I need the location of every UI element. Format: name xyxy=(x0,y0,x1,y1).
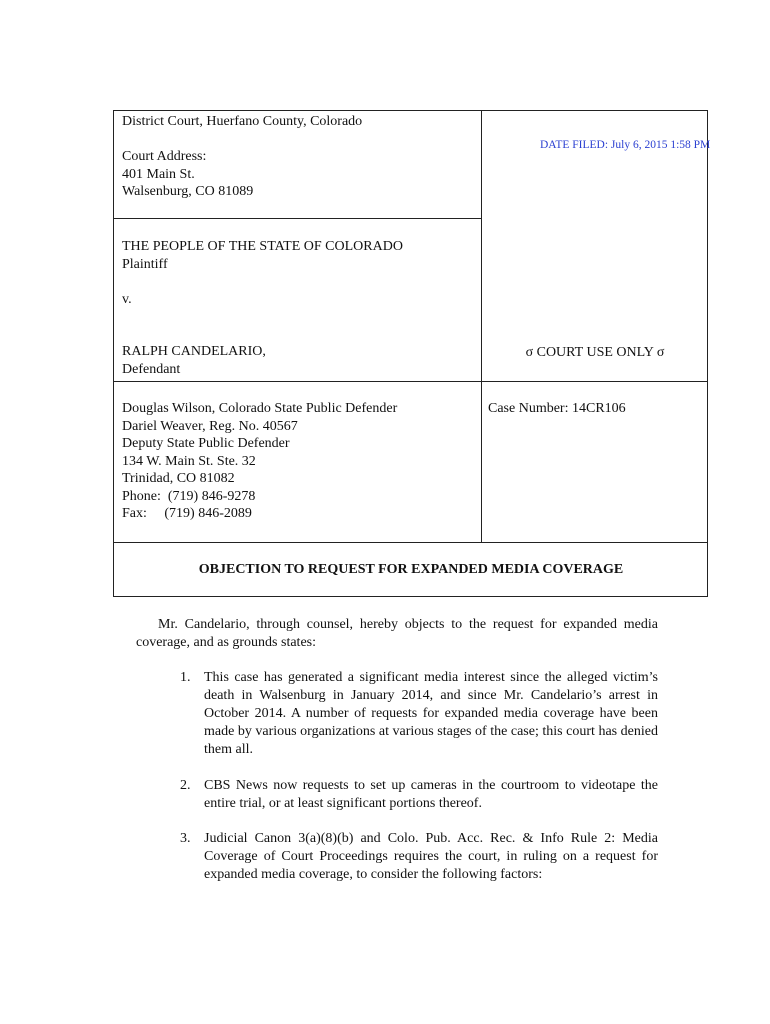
plaintiff-role: Plaintiff xyxy=(122,256,168,272)
case-caption-table xyxy=(113,110,711,597)
court-info xyxy=(122,113,477,201)
list-item-number: 2. xyxy=(180,778,191,793)
caption-divider-1 xyxy=(114,218,481,219)
counsel-line: Dariel Weaver, Reg. No. 40567 xyxy=(122,418,298,434)
court-address-label: Court Address: xyxy=(122,149,207,164)
list-item-text: Judicial Canon 3(a)(8)(b) and Colo. Pub. Acc. Rec. & Info Rule 2: Media Coverage of Court Proceedings requires the court, in ruling on a request for expanded media coverage, to consider the following factors: xyxy=(204,831,658,882)
versus: v. xyxy=(122,291,132,307)
court-name: District Court, Huerfano County, Colorado xyxy=(122,114,363,129)
list-item xyxy=(180,669,658,759)
court-address-city: Walsenburg, CO 81089 xyxy=(122,184,254,199)
list-item-number: 3. xyxy=(180,831,191,846)
counsel-line: Douglas Wilson, Colorado State Public Defender xyxy=(122,401,398,416)
list-item xyxy=(180,777,658,813)
date-filed-stamp: DATE FILED: July 6, 2015 1:58 PM xyxy=(540,139,711,151)
court-address-street: 401 Main St. xyxy=(122,166,195,182)
case-number: Case Number: 14CR106 xyxy=(488,401,626,416)
defendant-role: Defendant xyxy=(122,361,181,377)
counsel-line: 134 W. Main St. Ste. 32 xyxy=(122,453,256,469)
counsel-fax: Fax: (719) 846-2089 xyxy=(122,506,252,521)
caption-divider-2 xyxy=(114,381,708,382)
counsel-info xyxy=(122,400,477,523)
court-use-only: σ COURT USE ONLY σ xyxy=(525,345,665,360)
counsel-line: Deputy State Public Defender xyxy=(122,436,290,451)
list-item xyxy=(180,830,658,884)
caption-divider-vertical xyxy=(481,111,482,542)
list-item-number: 1. xyxy=(180,670,191,685)
plaintiff-name: THE PEOPLE OF THE STATE OF COLORADO xyxy=(122,239,403,254)
counsel-line: Trinidad, CO 81082 xyxy=(122,471,235,486)
parties xyxy=(122,238,477,378)
list-item-text: This case has generated a significant media interest since the alleged victim’s death in Walsenburg in January 2014, and since Mr. Candelario’s arrest in October 2014. A number of requests for expanded media coverage have been made by various organizations at various stages of the case; this court has denied them all. xyxy=(204,670,658,757)
list-item-text: CBS News now requests to set up cameras in the courtroom to videotape the entire trial, or at least significant portions thereof. xyxy=(204,778,658,811)
defendant-name: RALPH CANDELARIO, xyxy=(122,344,266,359)
document-title: OBJECTION TO REQUEST FOR EXPANDED MEDIA COVERAGE xyxy=(198,561,624,577)
intro-paragraph: Mr. Candelario, through counsel, hereby objects to the request for expanded media coverage, and as grounds states: xyxy=(136,617,658,650)
counsel-phone: Phone: (719) 846-9278 xyxy=(122,488,256,504)
